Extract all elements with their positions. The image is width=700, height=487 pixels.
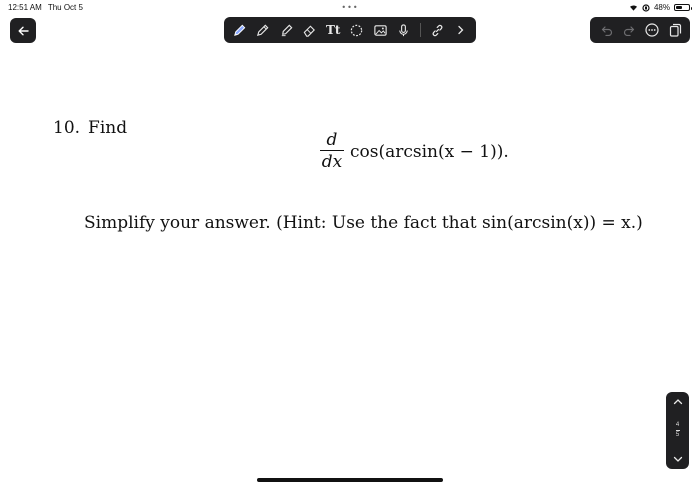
pages-button[interactable]	[669, 23, 682, 37]
hint-text: Simplify your answer. (Hint: Use the fact that sin(arcsin(x)) = x.)	[84, 213, 643, 233]
chevron-up-icon[interactable]	[673, 398, 683, 405]
pen-tool-button[interactable]	[230, 21, 249, 40]
problem-instruction: Find	[88, 118, 128, 138]
text-tool-button[interactable]: Tt	[326, 23, 341, 37]
page-navigator	[666, 392, 689, 469]
derivative-fraction	[320, 131, 344, 173]
pen-icon	[232, 23, 247, 38]
undo-icon	[601, 25, 613, 36]
lasso-tool-button[interactable]	[348, 21, 367, 40]
microphone-tool-button[interactable]	[395, 21, 414, 40]
status-date: Thu Oct 5	[47, 3, 83, 12]
page-separator	[676, 430, 680, 431]
toolbar-more-button[interactable]	[451, 21, 470, 40]
highlighter-tool-button[interactable]	[277, 21, 296, 40]
toolbar-divider	[420, 23, 421, 37]
status-bar-right	[629, 3, 690, 12]
battery-percent: 48%	[653, 3, 670, 12]
redo-icon	[623, 25, 635, 36]
fraction-denominator: dx	[321, 152, 343, 172]
image-tool-button[interactable]	[371, 21, 390, 40]
pencil-icon	[255, 23, 270, 38]
back-button[interactable]	[10, 18, 36, 43]
chevron-right-icon	[457, 25, 465, 35]
pages-icon	[669, 23, 682, 37]
status-time: 12:51 AM	[8, 3, 42, 12]
more-options-button[interactable]	[645, 23, 659, 37]
current-page: 4	[675, 422, 680, 428]
eraser-icon	[302, 23, 317, 38]
total-pages: 5	[675, 432, 680, 438]
pencil-tool-button[interactable]	[254, 21, 273, 40]
derivative-expression	[320, 131, 509, 173]
battery-icon	[674, 4, 690, 11]
problem-number: 10.	[53, 118, 81, 138]
wifi-icon	[629, 4, 638, 11]
chevron-down-icon[interactable]	[673, 456, 683, 463]
image-icon	[373, 23, 388, 38]
home-indicator[interactable]	[257, 478, 443, 482]
eraser-tool-button[interactable]	[301, 21, 320, 40]
problem-header	[53, 118, 127, 138]
orientation-lock-icon	[642, 4, 650, 12]
drawing-toolbar	[224, 17, 476, 43]
link-icon	[430, 23, 445, 38]
back-arrow-icon	[18, 26, 29, 36]
link-tool-button[interactable]	[428, 21, 447, 40]
more-options-icon	[645, 23, 659, 37]
lasso-icon	[349, 23, 364, 38]
cos-expression: cos(arcsin(x − 1)).	[350, 142, 509, 162]
page-indicator	[676, 422, 680, 439]
battery-fill	[676, 6, 682, 9]
highlighter-icon	[279, 23, 294, 38]
status-bar-left	[8, 3, 83, 12]
multitasking-dots[interactable]: •••	[341, 3, 359, 12]
right-toolbar	[590, 17, 690, 43]
microphone-icon	[396, 23, 411, 38]
undo-button[interactable]	[601, 25, 613, 36]
fraction-numerator: d	[326, 130, 338, 150]
redo-button[interactable]	[623, 25, 635, 36]
